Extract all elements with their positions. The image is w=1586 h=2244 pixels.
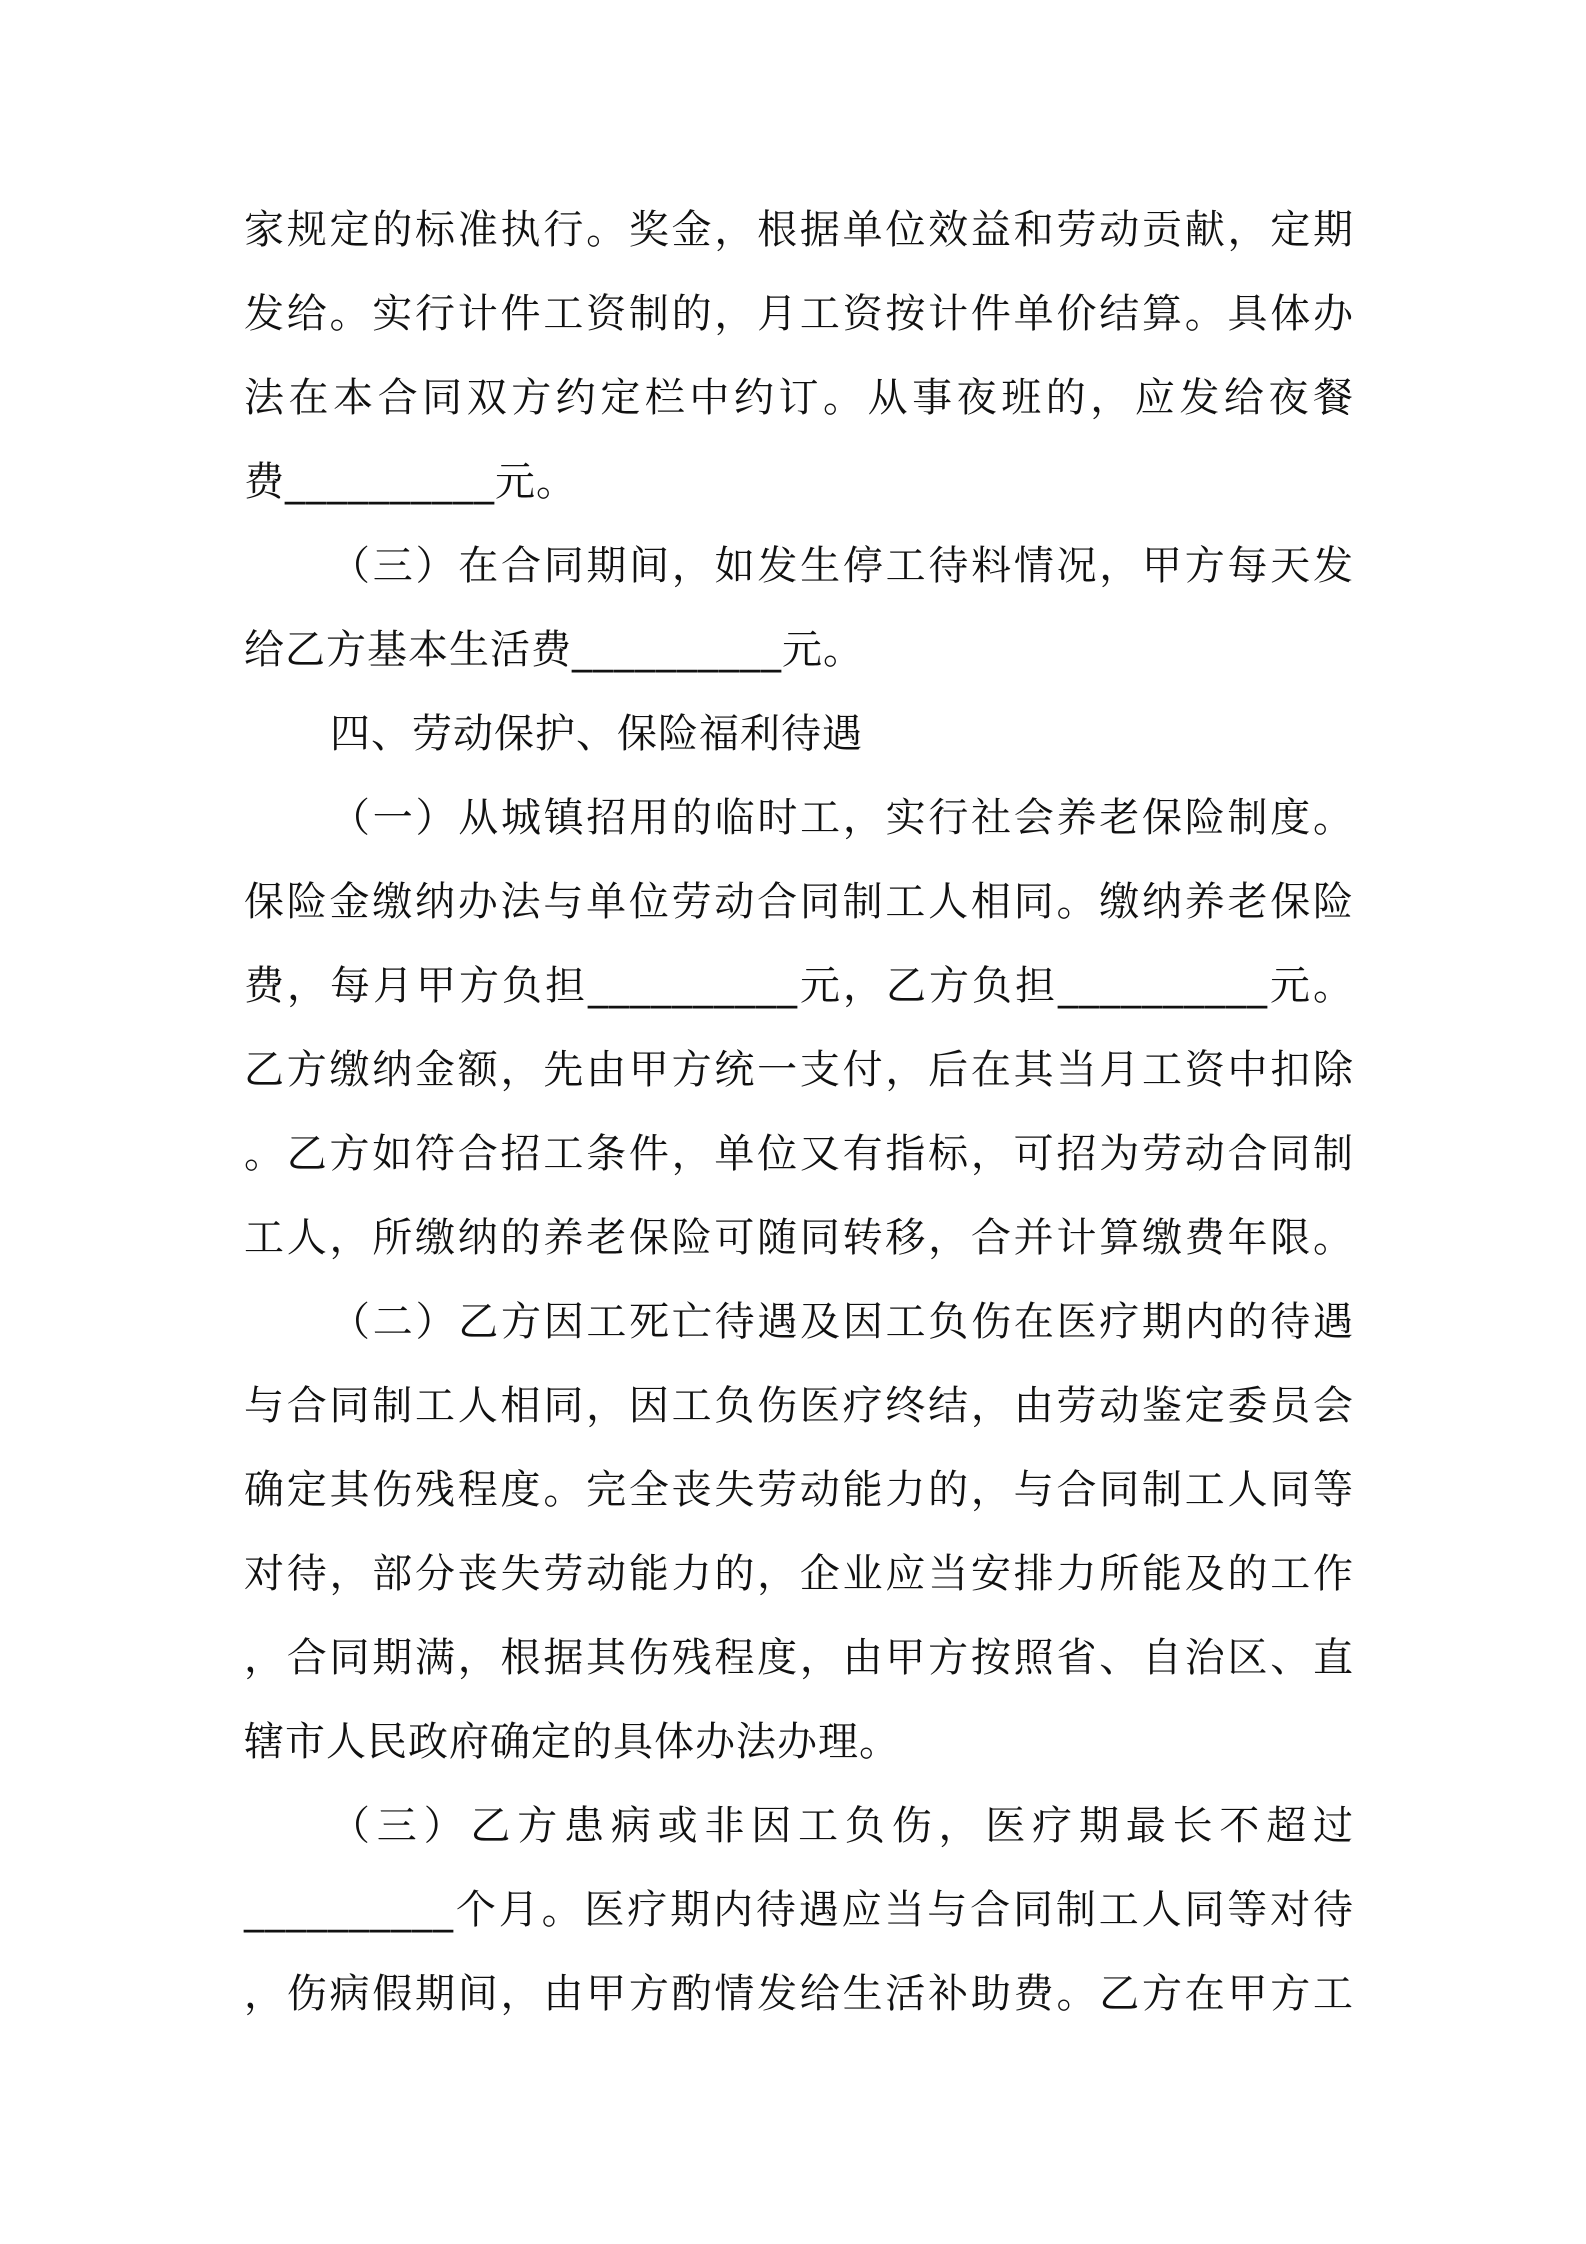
- text-line: 确定其伤残程度。完全丧失劳动能力的，与合同制工人同等: [244, 1467, 1354, 1513]
- text-line: （二）乙方因工死亡待遇及因工负伤在医疗期内的待遇: [330, 1299, 1354, 1345]
- text-line: __________个月。医疗期内待遇应当与合同制工人同等对待: [244, 1887, 1354, 1933]
- text-line: （三）在合同期间，如发生停工待料情况，甲方每天发: [330, 543, 1354, 589]
- section-heading: 四、劳动保护、保险福利待遇: [330, 711, 863, 757]
- text-line: 。乙方如符合招工条件，单位又有指标，可招为劳动合同制: [244, 1131, 1354, 1177]
- text-line: 辖市人民政府确定的具体办法办理。: [244, 1719, 900, 1765]
- text-line: 家规定的标准执行。奖金，根据单位效益和劳动贡献，定期: [244, 207, 1354, 253]
- text-line: 法在本合同双方约定栏中约订。从事夜班的，应发给夜餐: [244, 375, 1354, 421]
- text-line: （一）从城镇招用的临时工，实行社会养老保险制度。: [330, 795, 1354, 841]
- text-line: ，合同期满，根据其伤残程度，由甲方按照省、自治区、直: [244, 1635, 1354, 1681]
- text-line: 工人，所缴纳的养老保险可随同转移，合并计算缴费年限。: [244, 1215, 1354, 1261]
- text-line: 费，每月甲方负担__________元，乙方负担__________元。: [244, 963, 1354, 1009]
- text-line: 对待，部分丧失劳动能力的，企业应当安排力所能及的工作: [244, 1551, 1354, 1597]
- text-line: 保险金缴纳办法与单位劳动合同制工人相同。缴纳养老保险: [244, 879, 1354, 925]
- text-line: 给乙方基本生活费__________元。: [244, 627, 864, 673]
- text-line: 发给。实行计件工资制的，月工资按计件单价结算。具体办: [244, 291, 1354, 337]
- text-line: 乙方缴纳金额，先由甲方统一支付，后在其当月工资中扣除: [244, 1047, 1354, 1093]
- text-line: 与合同制工人相同，因工负伤医疗终结，由劳动鉴定委员会: [244, 1383, 1354, 1429]
- text-line: （三）乙方患病或非因工负伤，医疗期最长不超过: [330, 1803, 1354, 1849]
- text-line: ，伤病假期间，由甲方酌情发给生活补助费。乙方在甲方工: [244, 1971, 1354, 2017]
- text-line: 费__________元。: [244, 459, 577, 505]
